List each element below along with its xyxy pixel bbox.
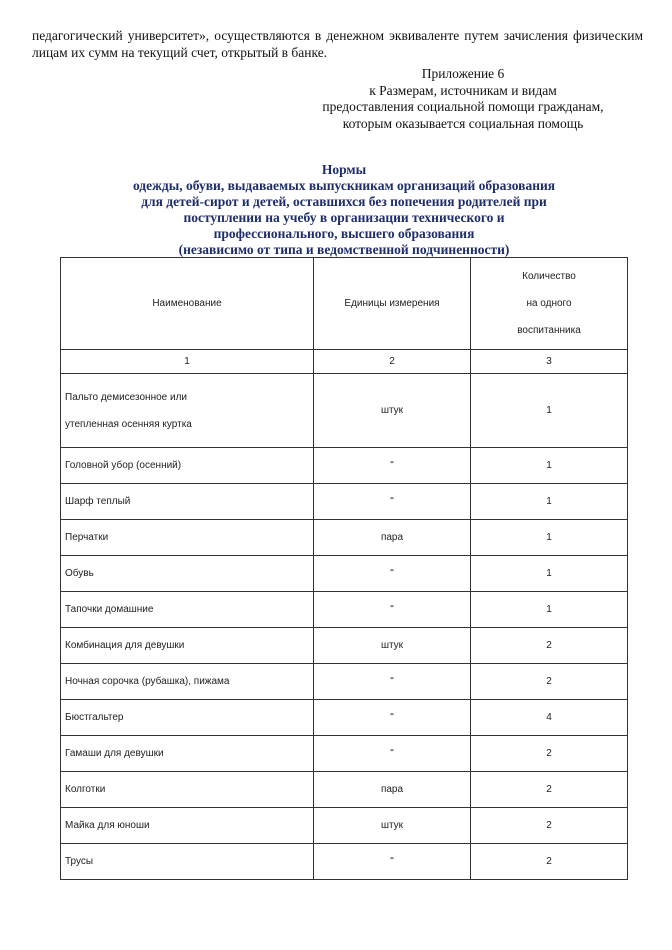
item-name <box>61 374 314 448</box>
item-unit: " <box>314 484 471 520</box>
item-unit: " <box>314 664 471 700</box>
table-row <box>61 772 628 808</box>
item-name: Обувь <box>61 556 314 592</box>
table-row <box>61 844 628 880</box>
table-row <box>61 448 628 484</box>
intro-line: педагогический университет», осуществляются в денежном эквиваленте путем зачисления физическим <box>32 28 643 43</box>
item-qty: 1 <box>471 592 628 628</box>
appendix-line: предоставления социальной помощи гражданам, <box>322 99 604 114</box>
table-header-row <box>61 258 628 350</box>
item-name: Тапочки домашние <box>61 592 314 628</box>
item-qty: 1 <box>471 448 628 484</box>
item-name: Головной убор (осенний) <box>61 448 314 484</box>
item-name: Шарф теплый <box>61 484 314 520</box>
document-heading <box>60 162 628 258</box>
table-row <box>61 628 628 664</box>
heading-line: (независимо от типа и ведомственной подчиненности) <box>178 242 510 257</box>
intro-paragraph <box>32 27 643 61</box>
item-qty: 1 <box>471 374 628 448</box>
table-row <box>61 736 628 772</box>
table-row <box>61 374 628 448</box>
header-qty <box>471 258 628 350</box>
item-unit: штук <box>314 628 471 664</box>
item-unit: штук <box>314 808 471 844</box>
item-unit: " <box>314 448 471 484</box>
column-number-row <box>61 350 628 374</box>
item-qty: 2 <box>471 844 628 880</box>
item-name: Бюстгальтер <box>61 700 314 736</box>
item-qty: 1 <box>471 556 628 592</box>
header-name: Наименование <box>61 258 314 350</box>
heading-title: Нормы <box>321 162 367 177</box>
item-unit: " <box>314 592 471 628</box>
item-qty: 2 <box>471 628 628 664</box>
column-number: 1 <box>61 350 314 374</box>
item-name: Комбинация для девушки <box>61 628 314 664</box>
item-name-line: утепленная осенняя куртка <box>65 418 192 430</box>
table-row <box>61 808 628 844</box>
item-name: Майка для юноши <box>61 808 314 844</box>
item-unit: " <box>314 844 471 880</box>
header-unit: Единицы измерения <box>314 258 471 350</box>
table-row <box>61 700 628 736</box>
item-qty: 2 <box>471 664 628 700</box>
item-name: Колготки <box>61 772 314 808</box>
item-unit: штук <box>314 374 471 448</box>
appendix-block <box>300 66 626 132</box>
column-number: 3 <box>471 350 628 374</box>
norms-table <box>60 257 628 880</box>
item-unit: " <box>314 700 471 736</box>
appendix-title: Приложение 6 <box>421 66 505 81</box>
heading-line: одежды, обуви, выдаваемых выпускникам организаций образования <box>132 178 556 193</box>
appendix-line: которым оказывается социальная помощь <box>342 115 584 131</box>
item-unit: пара <box>314 772 471 808</box>
item-name: Трусы <box>61 844 314 880</box>
item-name: Перчатки <box>61 520 314 556</box>
intro-line: лицам их сумм на текущий счет, открытый в банке. <box>32 45 328 60</box>
appendix-line: к Размерам, источникам и видам <box>369 82 557 98</box>
heading-line: для детей-сирот и детей, оставшихся без попечения родителей при <box>141 194 547 209</box>
table-row <box>61 520 628 556</box>
item-unit: " <box>314 736 471 772</box>
item-qty: 4 <box>471 700 628 736</box>
header-qty-line: на одного <box>526 298 572 309</box>
item-qty: 2 <box>471 736 628 772</box>
item-name: Ночная сорочка (рубашка), пижама <box>61 664 314 700</box>
item-qty: 1 <box>471 484 628 520</box>
table-row <box>61 556 628 592</box>
item-name: Гамаши для девушки <box>61 736 314 772</box>
table-row <box>61 484 628 520</box>
item-qty: 2 <box>471 808 628 844</box>
item-name-line: Пальто демисезонное или <box>65 391 188 403</box>
item-unit: " <box>314 556 471 592</box>
header-qty-line: Количество <box>522 271 576 282</box>
item-qty: 1 <box>471 520 628 556</box>
item-qty: 2 <box>471 772 628 808</box>
header-qty-line: воспитанника <box>517 325 581 336</box>
item-unit: пара <box>314 520 471 556</box>
heading-line: профессионального, высшего образования <box>213 226 475 241</box>
column-number: 2 <box>314 350 471 374</box>
table-row <box>61 664 628 700</box>
table-row <box>61 592 628 628</box>
heading-line: поступлении на учебу в организации технического и <box>183 210 505 225</box>
